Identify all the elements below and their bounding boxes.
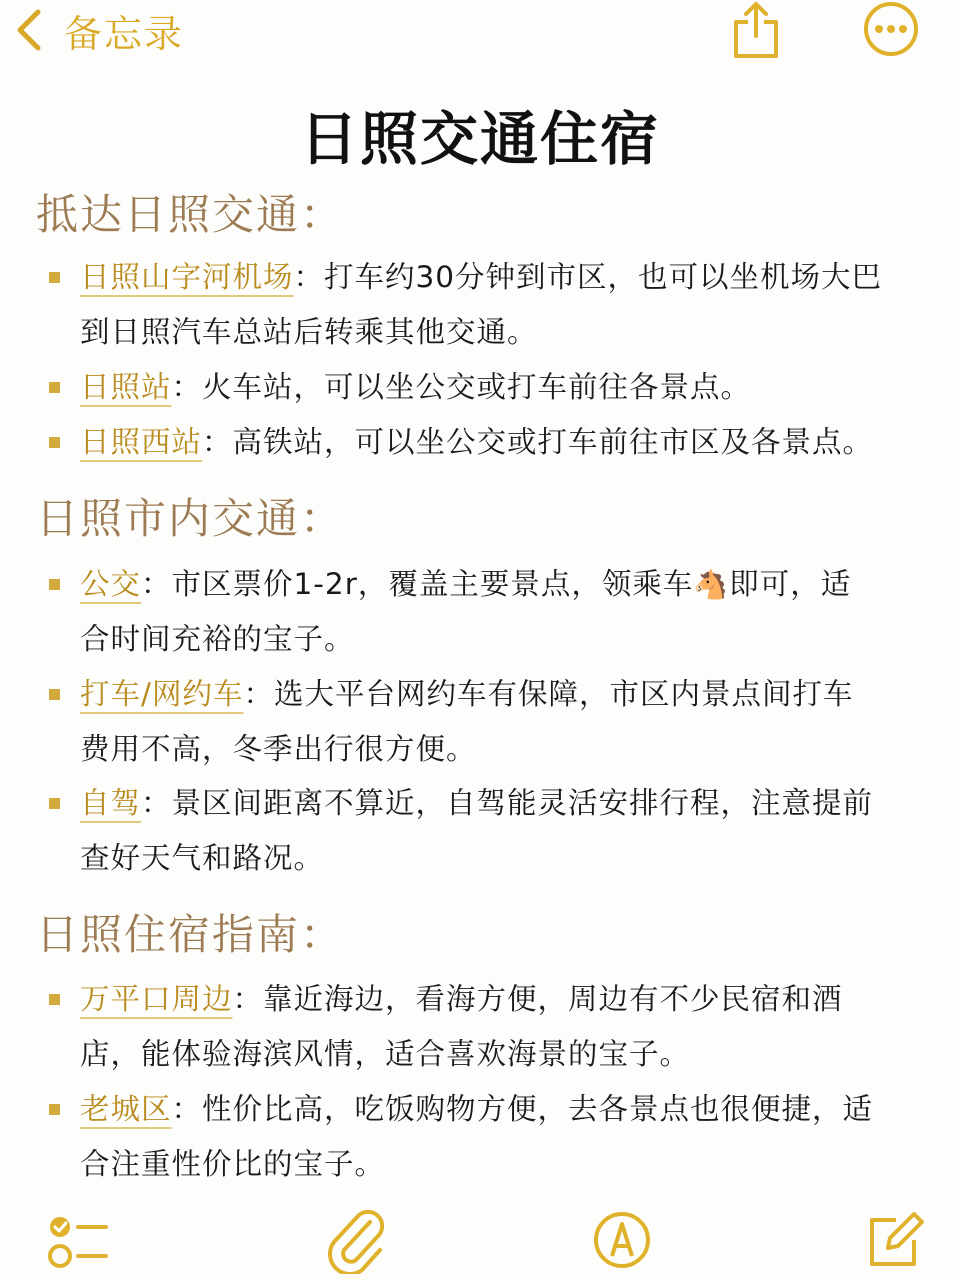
list-item-text: ：选大平台网约车有保障，市区内景点间打车 xyxy=(243,677,854,711)
list-item-line: 合时间充裕的宝子。 xyxy=(80,622,355,656)
list-item-line xyxy=(80,972,920,1027)
back-button[interactable] xyxy=(12,4,184,56)
list-item-line: 合注重性价比的宝子。 xyxy=(80,1147,386,1181)
term-link[interactable]: 日照站 xyxy=(80,370,172,404)
checklist-icon[interactable] xyxy=(46,1212,110,1272)
term-link[interactable]: 自驾 xyxy=(80,786,142,820)
bullet xyxy=(49,994,60,1005)
bullet xyxy=(49,1104,60,1115)
list-item-line xyxy=(80,415,920,470)
list-item-line xyxy=(80,360,920,415)
list-item-line xyxy=(80,250,920,305)
list-item-line: 店，能体验海滨风情，适合喜欢海景的宝子。 xyxy=(80,1037,691,1071)
bullet xyxy=(49,382,60,393)
bottom-toolbar xyxy=(0,1200,960,1280)
list-item-line xyxy=(80,776,920,831)
more-icon[interactable] xyxy=(862,0,920,58)
bullet xyxy=(49,798,60,809)
bullet xyxy=(49,437,60,448)
markup-pen-icon[interactable] xyxy=(592,1210,652,1270)
list-item-line: 费用不高，冬季出行很方便。 xyxy=(80,732,477,766)
list-item-text: 即可，适 xyxy=(729,567,852,601)
bullet xyxy=(49,579,60,590)
list-item-text: ：性价比高，吃饭购物方便，去各景点也很便捷，适 xyxy=(171,1092,874,1126)
list-item-text: ：市区票价1-2r，覆盖主要景点，领乘车 xyxy=(141,567,694,601)
list-item-text: ：景区间距离不算近，自驾能灵活安排行程，注意提前 xyxy=(141,786,874,820)
term-link[interactable]: 日照西站 xyxy=(80,425,203,459)
list-item-line: 到日照汽车总站后转乘其他交通。 xyxy=(80,315,538,349)
list-item-line xyxy=(80,667,920,722)
section-heading-arrival: 抵达日照交通： xyxy=(36,190,345,239)
list-item-text: ：打车约30分钟到市区，也可以坐机场大巴 xyxy=(293,260,883,294)
share-icon[interactable] xyxy=(728,0,784,60)
list-item-line: 查好天气和路况。 xyxy=(80,841,325,875)
chevron-left-icon xyxy=(12,8,46,52)
compose-icon[interactable] xyxy=(866,1210,924,1270)
list-item-text: ：高铁站，可以坐公交或打车前往市区及各景点。 xyxy=(202,425,874,459)
list-item-text: ：靠近海边，看海方便，周边有不少民宿和酒 xyxy=(232,982,843,1016)
term-link[interactable]: 老城区 xyxy=(80,1092,172,1126)
list-item-line xyxy=(80,557,920,612)
bullet xyxy=(49,689,60,700)
section-heading-city-transport: 日照市内交通： xyxy=(36,494,345,543)
term-link[interactable]: 日照山字河机场 xyxy=(80,260,294,294)
paperclip-icon[interactable] xyxy=(326,1208,386,1274)
nav-bar xyxy=(0,0,960,60)
horse-emoji-icon: 🐴 xyxy=(693,568,730,601)
back-label: 备忘录 xyxy=(64,11,185,56)
section-heading-accommodation: 日照住宿指南： xyxy=(36,910,345,959)
term-link[interactable]: 公交 xyxy=(80,567,142,601)
term-link[interactable]: 万平口周边 xyxy=(80,982,233,1016)
term-link[interactable]: 打车/网约车 xyxy=(80,677,244,711)
note-title: 日照交通住宿 xyxy=(299,105,660,173)
list-item-text: ：火车站，可以坐公交或打车前往各景点。 xyxy=(171,370,752,404)
bullet xyxy=(49,272,60,283)
list-item-line xyxy=(80,1082,920,1137)
